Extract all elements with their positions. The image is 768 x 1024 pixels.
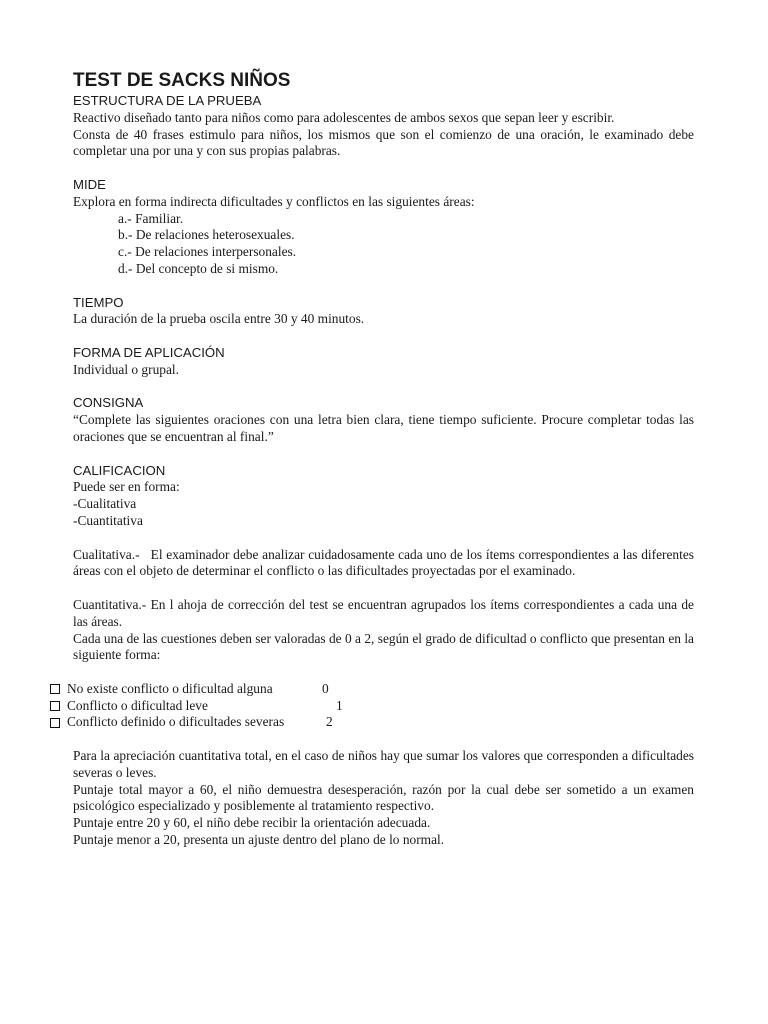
section-heading-calificacion: CALIFICACION — [73, 462, 166, 478]
section-heading-mide: MIDE — [73, 176, 106, 192]
paragraph: Puntaje menor a 20, presenta un ajuste dentro del plano de lo normal. — [73, 832, 445, 848]
scale-value: 0 — [322, 680, 329, 696]
checkbox-icon — [50, 684, 60, 694]
paragraph: Individual o grupal. — [73, 361, 179, 377]
document-title: TEST DE SACKS NIÑOS — [73, 70, 291, 91]
scale-row — [50, 714, 690, 731]
paragraph: Cada una de las cuestiones deben ser valoradas de 0 a 2, según el grado de dificultad o conflicto que presentan en la siguiente forma: — [73, 630, 694, 663]
checkbox-icon — [50, 718, 60, 728]
list-item: -Cualitativa — [73, 496, 137, 512]
scale-label: No existe conflicto o dificultad alguna — [67, 680, 273, 696]
paragraph: Reactivo diseñado tanto para niños como para adolescentes de ambos sexos que sepan leer y escribir. — [73, 109, 615, 125]
checkbox-icon — [50, 701, 60, 711]
paragraph: Consta de 40 frases estimulo para niños, los mismos que son el comienzo de una oración, le examinado debe completar una por una y con sus propias palabras. — [73, 126, 694, 159]
paragraph: Para la apreciación cuantitativa total, en el caso de niños hay que sumar los valores que corresponden a dificultades severas o leves. — [73, 748, 694, 780]
paragraph: Explora en forma indirecta dificultades y conflictos en las siguientes áreas: — [73, 193, 475, 209]
list-item: a.- Familiar. — [118, 210, 184, 226]
scale-row — [50, 681, 690, 698]
list-item: -Cuantitativa — [73, 512, 143, 528]
paragraph: Puntaje total mayor a 60, el niño demuestra desesperación, razón por la cual debe ser sometido a un examen psicológico especializado y posiblemente al tratamiento respectivo. — [73, 781, 694, 814]
scoring-scale — [50, 681, 690, 731]
scale-value: 2 — [326, 714, 333, 730]
section-heading-tiempo: TIEMPO — [73, 294, 124, 310]
document-body — [67, 69, 698, 849]
paragraph: La duración de la prueba oscila entre 30 y 40 minutos. — [73, 311, 365, 327]
paragraph: Cualitativa.- El examinador debe analizar cuidadosamente cada uno de los ítems correspondientes a las diferentes áreas con el objeto de determinar el conflicto o las dificultades proyectadas por el examinado. — [73, 546, 698, 579]
paragraph: “Complete las siguientes oraciones con una letra bien clara, tiene tiempo suficiente. Procure completar todas las oraciones que se encuentran al final.” — [73, 412, 694, 444]
paragraph: Puntaje entre 20 y 60, el niño debe recibir la orientación adecuada. — [73, 815, 431, 831]
section-heading-consigna: CONSIGNA — [73, 395, 144, 411]
section-heading-forma: FORMA DE APLICACIÓN — [73, 344, 225, 360]
scale-value: 1 — [336, 697, 343, 713]
list-item: c.- De relaciones interpersonales. — [118, 244, 297, 260]
scale-row — [50, 698, 690, 715]
paragraph: Cuantitativa.- En l ahoja de corrección del test se encuentran agrupados los ítems correspondientes a cada una de las áreas. — [73, 596, 694, 629]
scale-label: Conflicto o dificultad leve — [67, 697, 208, 713]
list-item: d.- Del concepto de si mismo. — [118, 260, 279, 276]
section-heading-estructura: ESTRUCTURA DE LA PRUEBA — [73, 93, 262, 108]
list-item: b.- De relaciones heterosexuales. — [118, 227, 295, 243]
scale-label: Conflicto definido o dificultades severas — [67, 714, 285, 730]
paragraph: Puede ser en forma: — [73, 479, 180, 495]
